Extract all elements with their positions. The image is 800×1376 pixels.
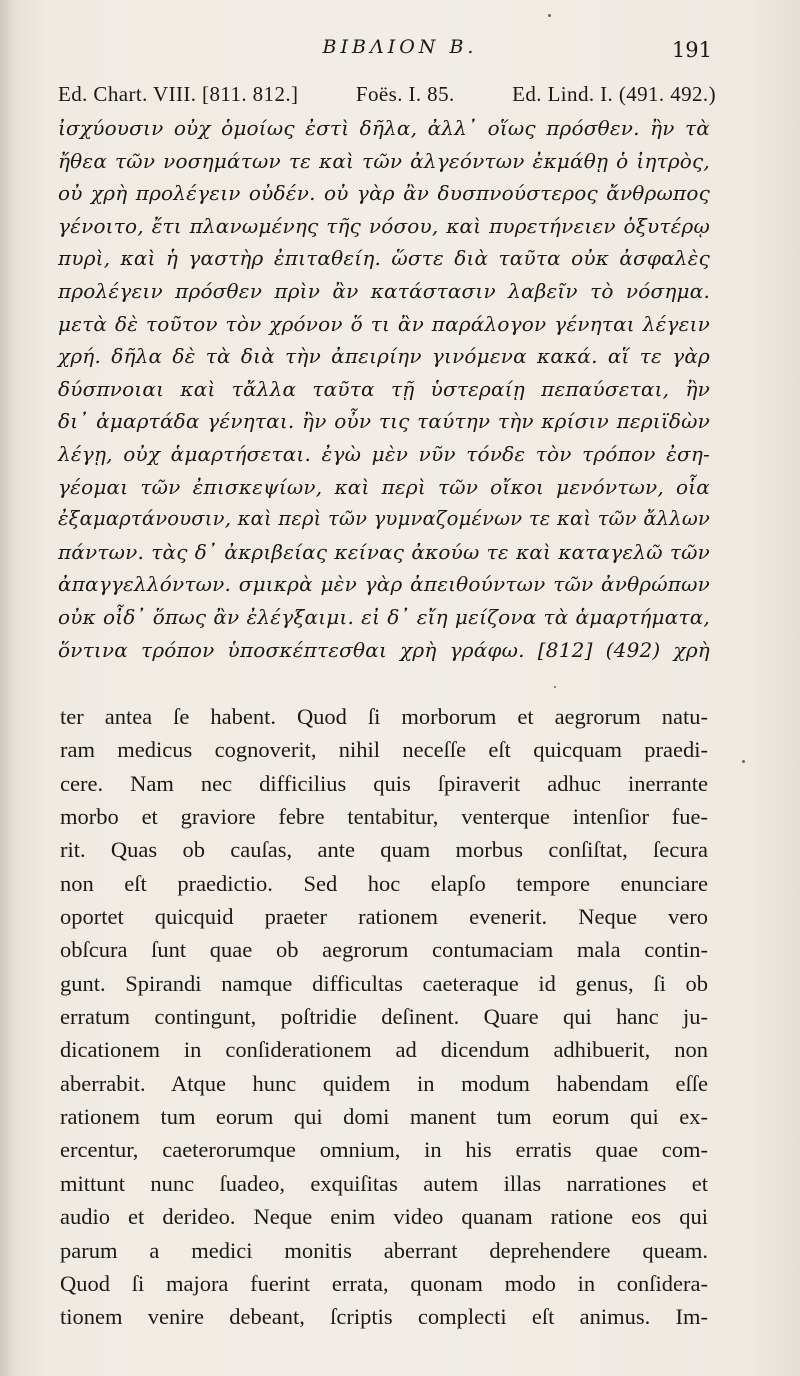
greek-text-line: ἀπαγγελλόντων. σμικρὰ μὲν γὰρ ἀπειθούντων τῶν ἀνθρώπων bbox=[58, 572, 710, 597]
latin-text-line: ercentur, caeterorumque omnium, in his erratis quae com- bbox=[60, 1137, 708, 1163]
latin-text-line: obſcura ſunt quae ob aegrorum contumaciam mala contin- bbox=[60, 937, 708, 963]
edition-references bbox=[58, 82, 716, 107]
paper-speck bbox=[742, 760, 745, 763]
latin-text-line: Quod ſi majora fuerint errata, quonam modo in conſidera- bbox=[60, 1270, 708, 1296]
greek-text-line: ἐξαμαρτάνουσιν, καὶ περὶ τῶν γυμναζομένων τε καὶ τῶν ἄλλων bbox=[58, 507, 710, 531]
latin-text-line: non eſt praedictio. Sed hoc elapſo tempore enunciare bbox=[60, 870, 708, 896]
greek-text-block bbox=[58, 112, 710, 666]
edition-ref-foes: Foës. I. 85. bbox=[355, 82, 455, 106]
greek-text-line: δι᾽ ἁμαρτάδα γένηται. ἢν οὖν τις ταύτην τὴν κρίσιν περιϊδὼν bbox=[58, 409, 710, 434]
greek-text-line: γέομαι τῶν ἐπισκεψίων, καὶ περὶ τῶν οἴκοι μενόντων, οἷα bbox=[58, 474, 710, 499]
greek-text-line: οὐ χρὴ προλέγειν οὐδέν. οὐ γὰρ ἂν δυσπνούστερος ἄνθρωπος bbox=[58, 181, 710, 206]
latin-text-line: audio et derideo. Neque enim video quanam ratione eos qui bbox=[60, 1204, 708, 1230]
greek-text-line: γένοιτο, ἔτι πλανωμένης τῆς νόσου, καὶ πυρετήνειεν ὀξυτέρῳ bbox=[58, 213, 710, 238]
latin-text-line: ram medicus cognoverit, nihil neceſſe eſt quicquam praedi- bbox=[60, 737, 708, 763]
latin-text-line: parum a medici monitis aberrant deprehendere queam. bbox=[60, 1237, 708, 1263]
page-gutter-shadow bbox=[0, 0, 14, 1376]
running-head bbox=[0, 36, 800, 66]
greek-text-line: πυρὶ, καὶ ἡ γαστὴρ ἐπιταθείη. ὥστε διὰ ταῦτα οὐκ ἀσφαλὲς bbox=[58, 246, 710, 271]
running-title: ΒΙΒΛΙΟΝ Β. bbox=[322, 36, 478, 58]
latin-text-line: erratum contingunt, poſtridie deſinent. Quare qui hanc ju- bbox=[60, 1004, 708, 1030]
greek-text-line: προλέγειν πρόσθεν πρὶν ἂν κατάστασιν λαβεῖν τὸ νόσημα. bbox=[58, 278, 710, 303]
paper-speck bbox=[554, 686, 556, 688]
latin-text-line: cere. Nam nec difficilius quis ſpiraverit adhuc inerrante bbox=[60, 770, 708, 796]
latin-text-line: mittunt nunc ſuadeo, exquiſitas autem illas narrationes et bbox=[60, 1170, 708, 1196]
latin-text-line: morbo et graviore febre tentabitur, venterque intenſior fue- bbox=[60, 804, 708, 830]
latin-text-line: rationem tum eorum qui domi manent tum eorum qui ex- bbox=[60, 1104, 708, 1130]
greek-text-line: δύσπνοιαι καὶ τἄλλα ταῦτα τῇ ὑστεραίῃ πεπαύσεται, ἢν bbox=[58, 376, 710, 401]
page-number: 191 bbox=[671, 38, 712, 62]
edition-ref-linden: Ed. Lind. I. (491. 492.) bbox=[512, 82, 716, 106]
greek-text-line: ὅντινα τρόπον ὑποσκέπτεσθαι χρὴ γράφω. [812] (492) χρὴ bbox=[58, 637, 710, 662]
latin-text-line: tionem venire debeant, ſcriptis complecti eſt animus. Im- bbox=[60, 1304, 708, 1330]
latin-text-line: gunt. Spirandi namque difficultas caeteraque id genus, ſi ob bbox=[60, 970, 708, 996]
greek-text-line: μετὰ δὲ τοῦτον τὸν χρόνον ὅ τι ἂν παράλογον γένηται λέγειν bbox=[58, 311, 710, 336]
latin-text-line: aberrabit. Atque hunc quidem in modum habendam eſſe bbox=[60, 1070, 708, 1096]
latin-text-line: rit. Quas ob cauſas, ante quam morbus conſiſtat, ſecura bbox=[60, 837, 708, 863]
edition-ref-chartier: Ed. Chart. VIII. [811. 812.] bbox=[58, 82, 299, 106]
greek-text-line: πάντων. τὰς δ᾽ ἀκριβείας κείνας ἀκούω τε καὶ καταγελῶ τῶν bbox=[58, 539, 710, 564]
latin-text-line: dicationem in conſiderationem ad dicendum adhibuerit, non bbox=[60, 1037, 708, 1063]
greek-text-line: οὐκ οἶδ᾽ ὅπως ἂν ἐλέγξαιμι. εἰ δ᾽ εἴη μείζονα τὰ ἁμαρτήματα, bbox=[58, 604, 710, 629]
paper-speck bbox=[548, 14, 551, 17]
latin-text-block bbox=[60, 700, 708, 1334]
latin-text-line: oportet quicquid praeter rationem evenerit. Neque vero bbox=[60, 904, 708, 930]
greek-text-line: λέγῃ, οὐχ ἁμαρτήσεται. ἐγὼ μὲν νῦν τόνδε τὸν τρόπον ἐση- bbox=[58, 441, 710, 466]
greek-text-line: ἰσχύουσιν οὐχ ὁμοίως ἐστὶ δῆλα, ἀλλ᾽ οἵως πρόσθεν. ἢν τὰ bbox=[58, 116, 710, 140]
greek-text-line: ἤθεα τῶν νοσημάτων τε καὶ τῶν ἀλγεόντων ἐκμάθῃ ὁ ἰητρὸς, bbox=[58, 148, 710, 173]
latin-text-line: ter antea ſe habent. Quod ſi morborum et aegrorum natu- bbox=[60, 704, 708, 729]
greek-text-line: χρή. δῆλα δὲ τὰ διὰ τὴν ἀπειρίην γινόμενα κακά. αἵ τε γὰρ bbox=[58, 344, 710, 369]
